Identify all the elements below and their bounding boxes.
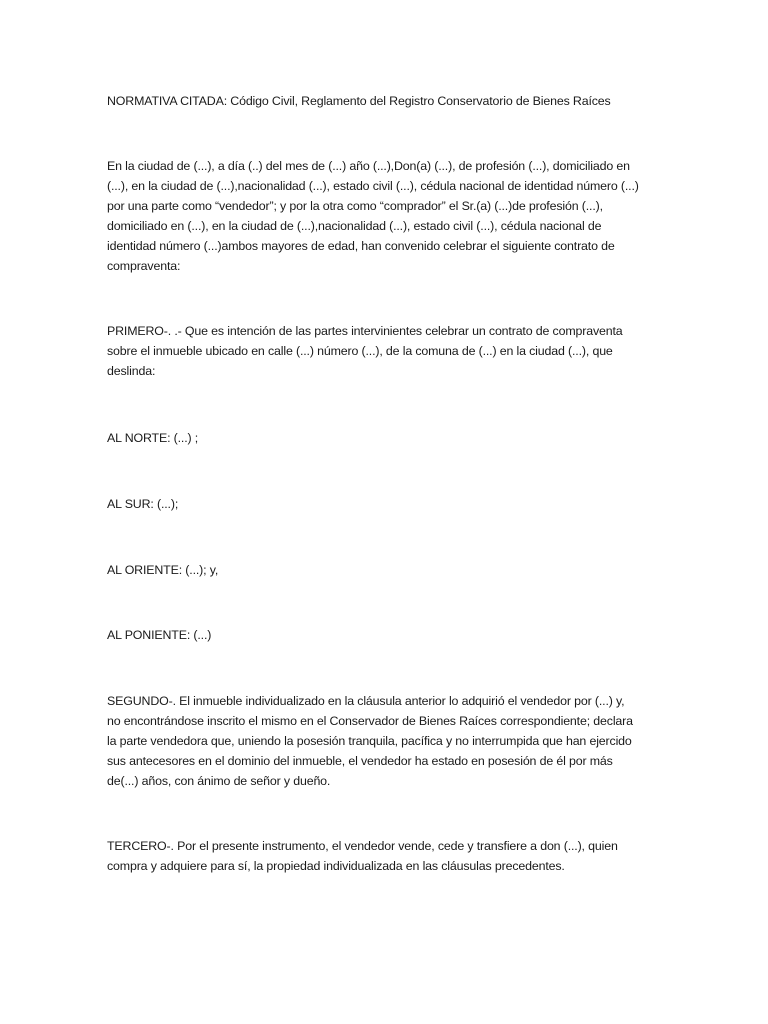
intro-line: por una parte como “vendedor”; y por la otra como “comprador” el Sr.(a) (...)de profesión (...), xyxy=(107,199,603,213)
segundo-line: no encontrándose inscrito el mismo en el Conservador de Bienes Raíces correspondiente; declara xyxy=(107,714,633,728)
primero-line: PRIMERO-. .- Que es intención de las partes intervinientes celebrar un contrato de compraventa xyxy=(107,324,623,338)
segundo-line: de(...) años, con ánimo de señor y dueño. xyxy=(107,774,331,788)
boundary-north: AL NORTE: (...) ; xyxy=(107,431,199,445)
intro-line: domiciliado en (...), en la ciudad de (...),nacionalidad (...), estado civil (...), cédula nacional de xyxy=(107,219,602,233)
intro-line: (...), en la ciudad de (...),nacionalidad (...), estado civil (...), cédula nacional de identidad número (...) xyxy=(107,179,639,193)
primero-line: deslinda: xyxy=(107,364,156,378)
tercero-line: compra y adquiere para sí, la propiedad individualizada en las cláusulas precedentes. xyxy=(107,859,565,873)
boundary-south: AL SUR: (...); xyxy=(107,497,179,511)
boundary-west: AL PONIENTE: (...) xyxy=(107,628,212,642)
clause-tercero xyxy=(107,836,667,876)
intro-line: identidad número (...)ambos mayores de edad, han convenido celebrar el siguiente contrato de xyxy=(107,239,615,253)
intro-line: En la ciudad de (...), a día (..) del mes de (...) año (...),Don(a) (...), de profesión (...), domiciliado en xyxy=(107,159,630,173)
intro-paragraph xyxy=(107,156,667,276)
tercero-line: TERCERO-. Por el presente instrumento, el vendedor vende, cede y transfiere a don (...), quien xyxy=(107,839,618,853)
boundary-east: AL ORIENTE: (...); y, xyxy=(107,563,219,577)
clause-segundo xyxy=(107,691,667,791)
intro-line: compraventa: xyxy=(107,259,181,273)
normativa-citada: NORMATIVA CITADA: Código Civil, Reglamento del Registro Conservatorio de Bienes Raíces xyxy=(107,94,611,108)
segundo-line: sus antecesores en el dominio del inmueble, el vendedor ha estado en posesión de él por más xyxy=(107,754,613,768)
segundo-line: la parte vendedora que, uniendo la posesión tranquila, pacífica y no interrumpida que han ejercido xyxy=(107,734,632,748)
segundo-line: SEGUNDO-. El inmueble individualizado en la cláusula anterior lo adquirió el vendedor por (...) y, xyxy=(107,694,625,708)
clause-primero xyxy=(107,321,667,381)
primero-line: sobre el inmueble ubicado en calle (...) número (...), de la comuna de (...) en la ciudad (...), que xyxy=(107,344,613,358)
